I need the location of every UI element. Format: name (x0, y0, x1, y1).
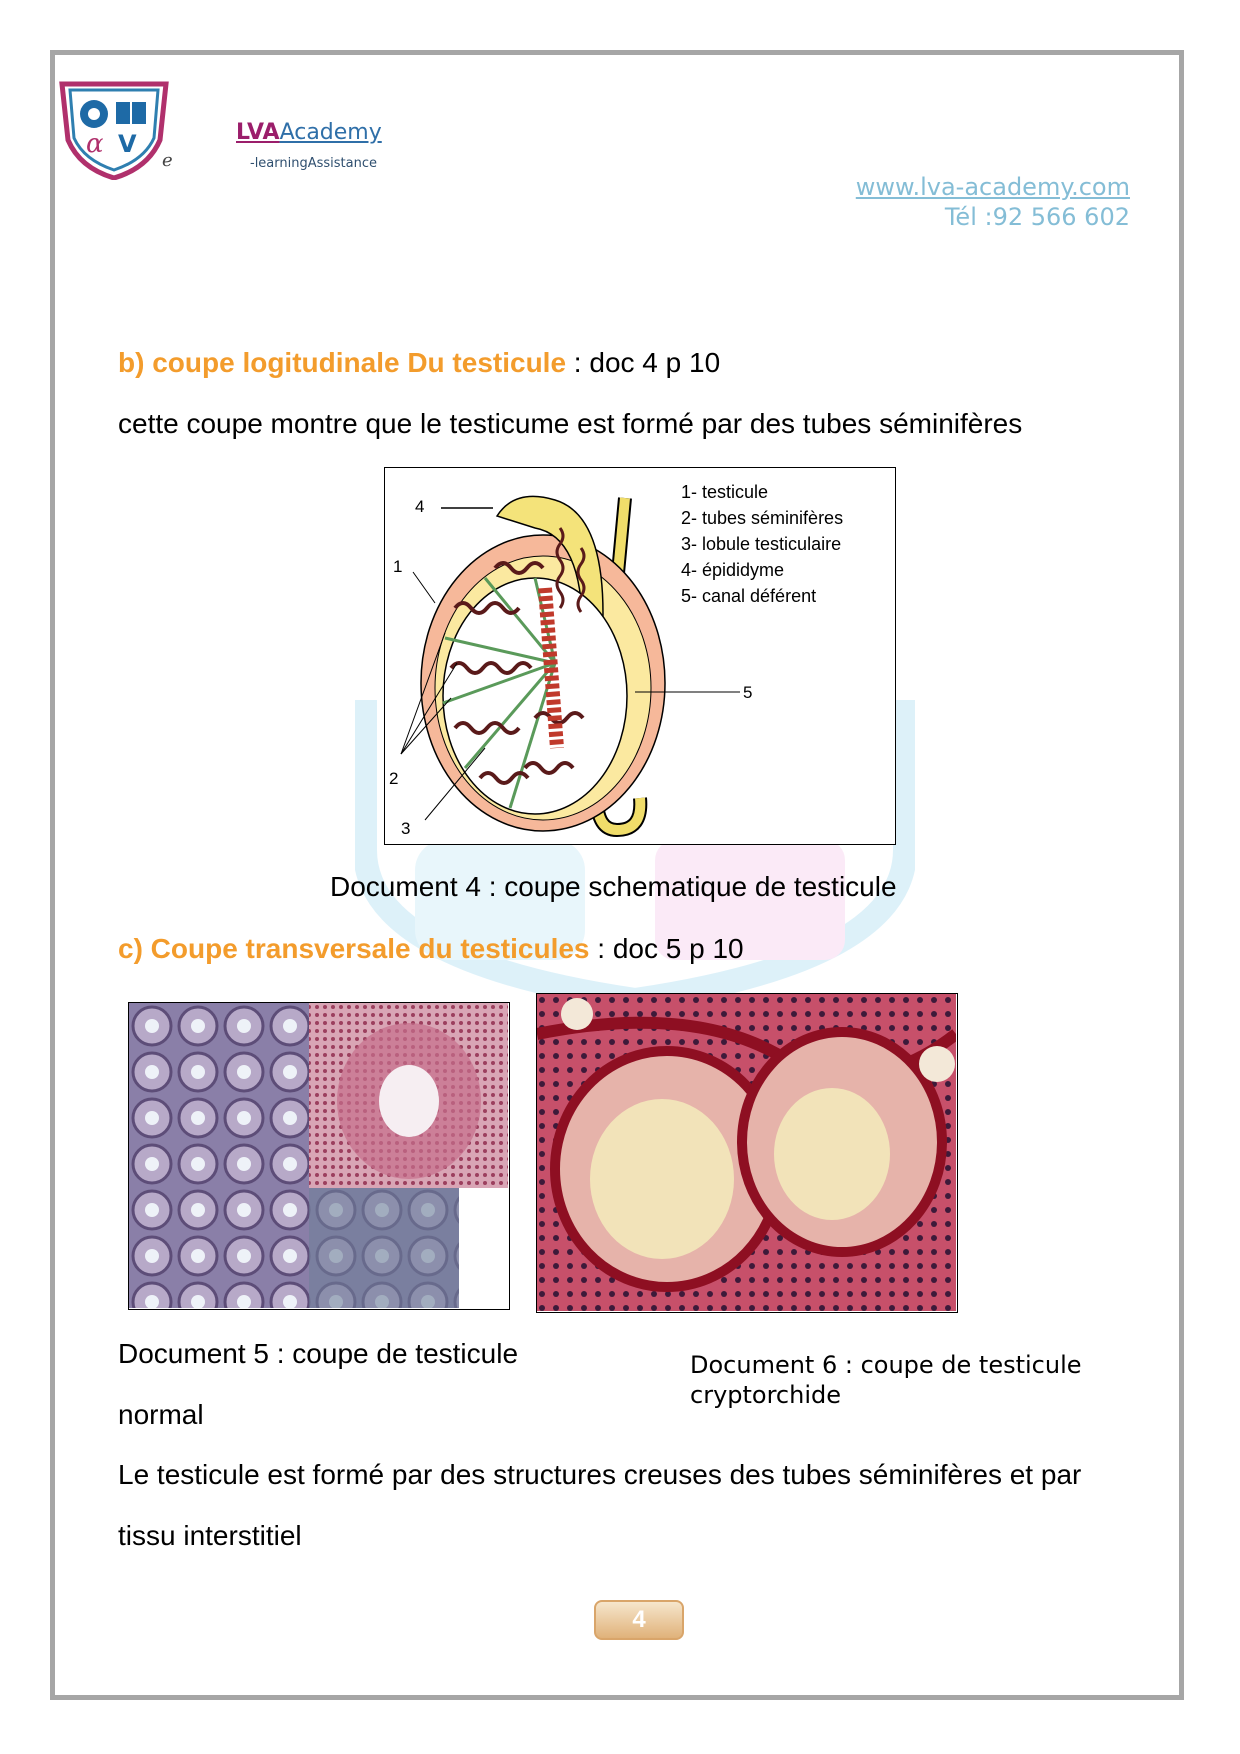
logo-e-letter: e (162, 150, 173, 171)
section-c-ref: : doc 5 p 10 (589, 933, 744, 964)
diagram-label-2: 2 (389, 769, 399, 788)
cryptorchid-testis-photo (537, 994, 956, 1311)
diagram-label-5: 5 (743, 683, 753, 702)
brand-lva: LVA (236, 120, 280, 145)
diagram-label-3: 3 (401, 819, 411, 838)
section-b-title: b) coupe logitudinale Du testicule (118, 347, 567, 378)
section-b-heading (118, 346, 720, 380)
legend-item-4: 4- épididyme (681, 560, 785, 580)
brand-name (236, 120, 382, 145)
svg-text:α: α (86, 129, 104, 159)
document-6-caption: Document 6 : coupe de testicule cryptorchide (690, 1351, 1082, 1409)
section-c-heading (118, 932, 744, 966)
section-b-ref: : doc 4 p 10 (566, 347, 721, 378)
svg-text:V: V (118, 130, 137, 158)
document-5-micrograph (128, 1002, 510, 1310)
conclusion-line-1: Le testicule est formé par des structures creuses des tubes séminifères et par (118, 1459, 1082, 1490)
document-5-caption-cont: normal (118, 1399, 204, 1430)
normal-testis-photo (129, 1003, 508, 1308)
testis-schematic (385, 468, 894, 843)
page-number: 4 (594, 1600, 684, 1640)
document-6-micrograph (536, 993, 958, 1313)
brand-subtitle: -learningAssistance (250, 156, 377, 171)
legend-item-5: 5- canal déférent (681, 586, 817, 606)
legend-item-1: 1- testicule (681, 482, 769, 502)
figure-4-diagram (384, 467, 896, 845)
brand-academy: Academy (279, 120, 382, 145)
figure-4-caption: Document 4 : coupe schematique de testicule (330, 871, 897, 902)
document-5-caption: Document 5 : coupe de testicule (118, 1338, 519, 1369)
academy-logo (58, 80, 170, 180)
diagram-label-4: 4 (415, 497, 425, 516)
legend-item-3: 3- lobule testiculaire (681, 534, 842, 554)
section-b-text: cette coupe montre que le testicume est formé par des tubes séminifères (118, 408, 1023, 439)
conclusion-line-2: tissu interstitiel (118, 1520, 302, 1551)
contact-info (856, 172, 1130, 232)
diagram-label-1: 1 (393, 557, 403, 576)
legend-item-2: 2- tubes séminifères (681, 508, 844, 528)
phone-number: Tél :92 566 602 (944, 203, 1130, 231)
section-c-title: c) Coupe transversale du testicules (118, 933, 590, 964)
website-link[interactable]: www.lva-academy.com (855, 173, 1130, 201)
